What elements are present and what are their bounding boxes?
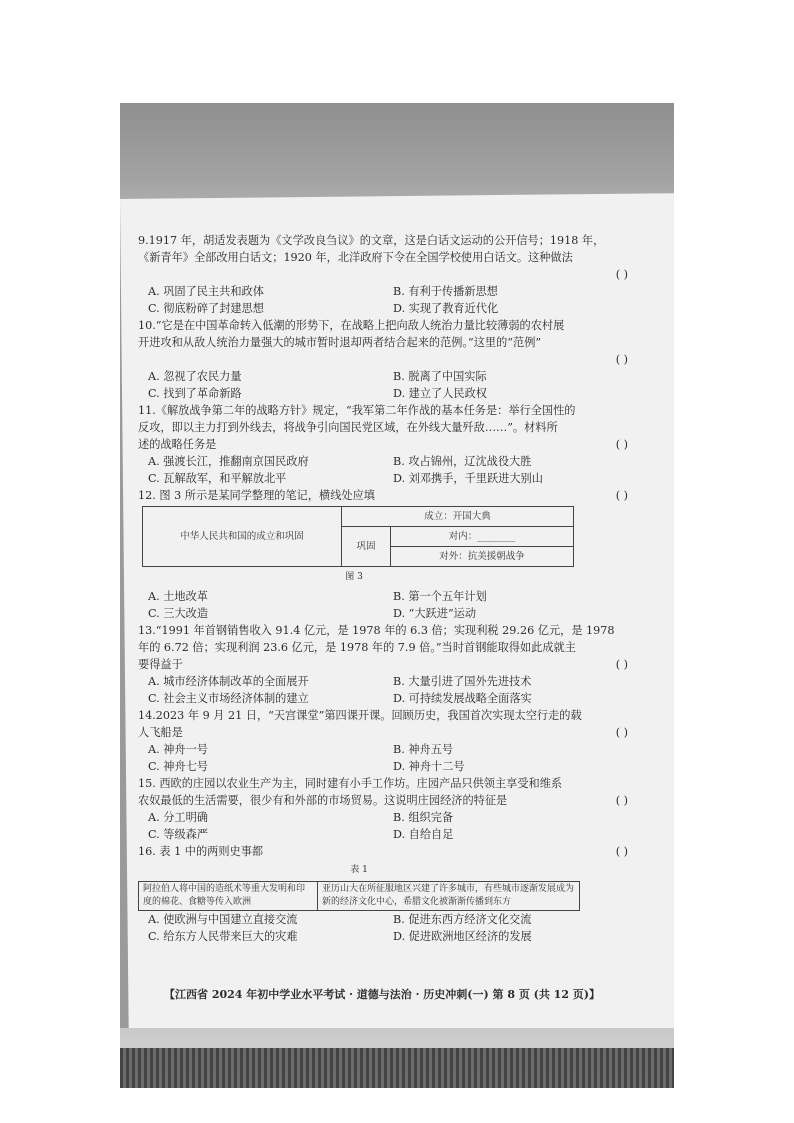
q13-line3: 要得益于: [138, 658, 183, 671]
notes-domestic-cell: 对内：________: [391, 527, 574, 547]
q14-option-c: C. 神舟七号: [148, 760, 209, 773]
q13-option-d: D. 可持续发展战略全面落实: [393, 692, 532, 705]
q16-option-a: A. 使欧洲与中国建立直接交流: [148, 913, 298, 926]
notes-consolidate-cell: 巩固: [342, 527, 391, 567]
question-10: [138, 317, 628, 402]
q15-option-a: A. 分工明确: [148, 811, 208, 824]
exam-content: [138, 232, 628, 945]
notes-founding-cell: 成立：开国大典: [342, 507, 574, 527]
q10-line1: 10.“它是在中国革命转入低潮的形势下，在战略上把向敌人统治力量比较薄弱的农村展: [138, 319, 565, 332]
notes-foreign-cell: 对外：抗美援朝战争: [391, 547, 574, 567]
q11-line1: 11.《解放战争第二年的战略方针》规定，“我军第二年作战的基本任务是：举行全国性的: [138, 404, 576, 417]
question-16: [138, 843, 628, 945]
table-1-left-cell: 阿拉伯人将中国的造纸术等重大发明和印度的棉花、食糖等传入欧洲: [139, 882, 318, 911]
q14-line1: 14.2023 年 9 月 21 日，“天宫课堂”第四课开课。回顾历史，我国首次实现太空行走的载: [138, 709, 582, 722]
q13-option-b: B. 大量引进了国外先进技术: [393, 675, 532, 688]
q12-option-d: D. “大跃进”运动: [393, 607, 477, 620]
notes-left-cell: 中华人民共和国的成立和巩固: [143, 507, 342, 567]
q9-option-b: B. 有利于传播新思想: [393, 285, 498, 298]
q13-line1: 13.“1991 年首钢销售收入 91.4 亿元，是 1978 年的 6.3 倍；实现利税 29.26 亿元，是 1978: [138, 624, 615, 637]
q13-option-c: C. 社会主义市场经济体制的建立: [148, 692, 309, 705]
question-15: [138, 775, 628, 843]
q12-answer-paren: ( ): [615, 489, 628, 502]
q13-line2: 年的 6.72 倍；实现利润 23.6 亿元，是 1978 年的 7.9 倍。”当时首钢能取得如此成就主: [138, 641, 576, 654]
q16-option-b: B. 促进东西方经济文化交流: [393, 913, 532, 926]
q16-option-d: D. 促进欧洲地区经济的发展: [393, 930, 532, 943]
q15-option-b: B. 组织完备: [393, 811, 454, 824]
q13-answer-paren: ( ): [615, 658, 628, 671]
q14-line2: 人飞船是: [138, 726, 183, 739]
q12-line1: 12. 图 3 所示是某同学整理的笔记，横线处应填: [138, 489, 375, 502]
q12-option-a: A. 土地改革: [148, 590, 208, 603]
q9-line1: 9.1917 年，胡适发表题为《文学改良刍议》的文章，这是白话文运动的公开信号；1918 年，: [138, 234, 605, 247]
q15-option-d: D. 自给自足: [393, 828, 454, 841]
question-14: [138, 707, 628, 775]
q11-option-c: C. 瓦解敌军，和平解放北平: [148, 472, 287, 485]
q15-line2: 农奴最低的生活需要，很少有和外部的市场贸易。这说明庄园经济的特征是: [138, 794, 508, 807]
chair-backrest: [120, 1048, 674, 1088]
q10-option-c: C. 找到了革命新路: [148, 387, 242, 400]
page-footer: 【江西省 2024 年初中学业水平考试 · 道德与法治 · 历史冲刺(一) 第 8 页 (共 12 页)】: [164, 988, 601, 1001]
q11-line2: 反攻，即以主力打到外线去，将战争引向国民党区域，在外线大量歼敌……”。材料所: [138, 421, 558, 434]
question-9: [138, 232, 628, 317]
q13-option-a: A. 城市经济体制改革的全面展开: [148, 675, 309, 688]
q15-line1: 15. 西欧的庄园以农业生产为主，同时建有小手工作坊。庄园产品只供领主享受和维系: [138, 777, 563, 790]
q14-option-d: D. 神舟十二号: [393, 760, 465, 773]
q12-option-b: B. 第一个五年计划: [393, 590, 487, 603]
q15-option-c: C. 等级森严: [148, 828, 209, 841]
q9-answer-paren: ( ): [615, 268, 628, 281]
figure-3-notes-table: [142, 506, 574, 567]
q12-option-c: C. 三大改造: [148, 607, 209, 620]
q10-option-d: D. 建立了人民政权: [393, 387, 487, 400]
q16-option-c: C. 给东方人民带来巨大的灾难: [148, 930, 298, 943]
table-1-right-cell: 亚历山大在所征服地区兴建了许多城市，有些城市逐渐发展成为新的经济文化中心，希腊文化被渐渐传播到东方: [318, 882, 580, 911]
q9-line2: 《新青年》全部改用白话文；1920 年，北洋政府下令在全国学校使用白话文。这种做法: [138, 251, 573, 264]
table-1: [138, 881, 580, 911]
q11-answer-paren: ( ): [615, 438, 628, 451]
q16-line1: 16. 表 1 中的两则史事都: [138, 845, 264, 858]
question-12: [138, 487, 628, 622]
q11-line3: 述的战略任务是: [138, 438, 217, 451]
q15-answer-paren: ( ): [615, 794, 628, 807]
q11-option-a: A. 强渡长江，推翻南京国民政府: [148, 455, 309, 468]
q14-option-b: B. 神舟五号: [393, 743, 454, 756]
q16-answer-paren: ( ): [615, 845, 628, 858]
table-1-caption: 表 1: [350, 865, 368, 875]
figure-3-caption: 图 3: [345, 572, 363, 582]
question-11: [138, 402, 628, 487]
q10-option-a: A. 忽视了农民力量: [148, 370, 242, 383]
question-13: [138, 622, 628, 707]
q14-option-a: A. 神舟一号: [148, 743, 208, 756]
q11-option-b: B. 攻占锦州，辽沈战役大胜: [393, 455, 532, 468]
q9-option-c: C. 彻底粉碎了封建思想: [148, 302, 264, 315]
q10-line2: 开进攻和从敌人统治力量强大的城市暂时退却两者结合起来的范例。”这里的“范例”: [138, 336, 542, 349]
q14-answer-paren: ( ): [615, 726, 628, 739]
q9-option-d: D. 实现了教育近代化: [393, 302, 499, 315]
q9-option-a: A. 巩固了民主共和政体: [148, 285, 264, 298]
q11-option-d: D. 刘邓携手，千里跃进大别山: [393, 472, 543, 485]
q10-option-b: B. 脱离了中国实际: [393, 370, 487, 383]
q10-answer-paren: ( ): [615, 353, 628, 366]
